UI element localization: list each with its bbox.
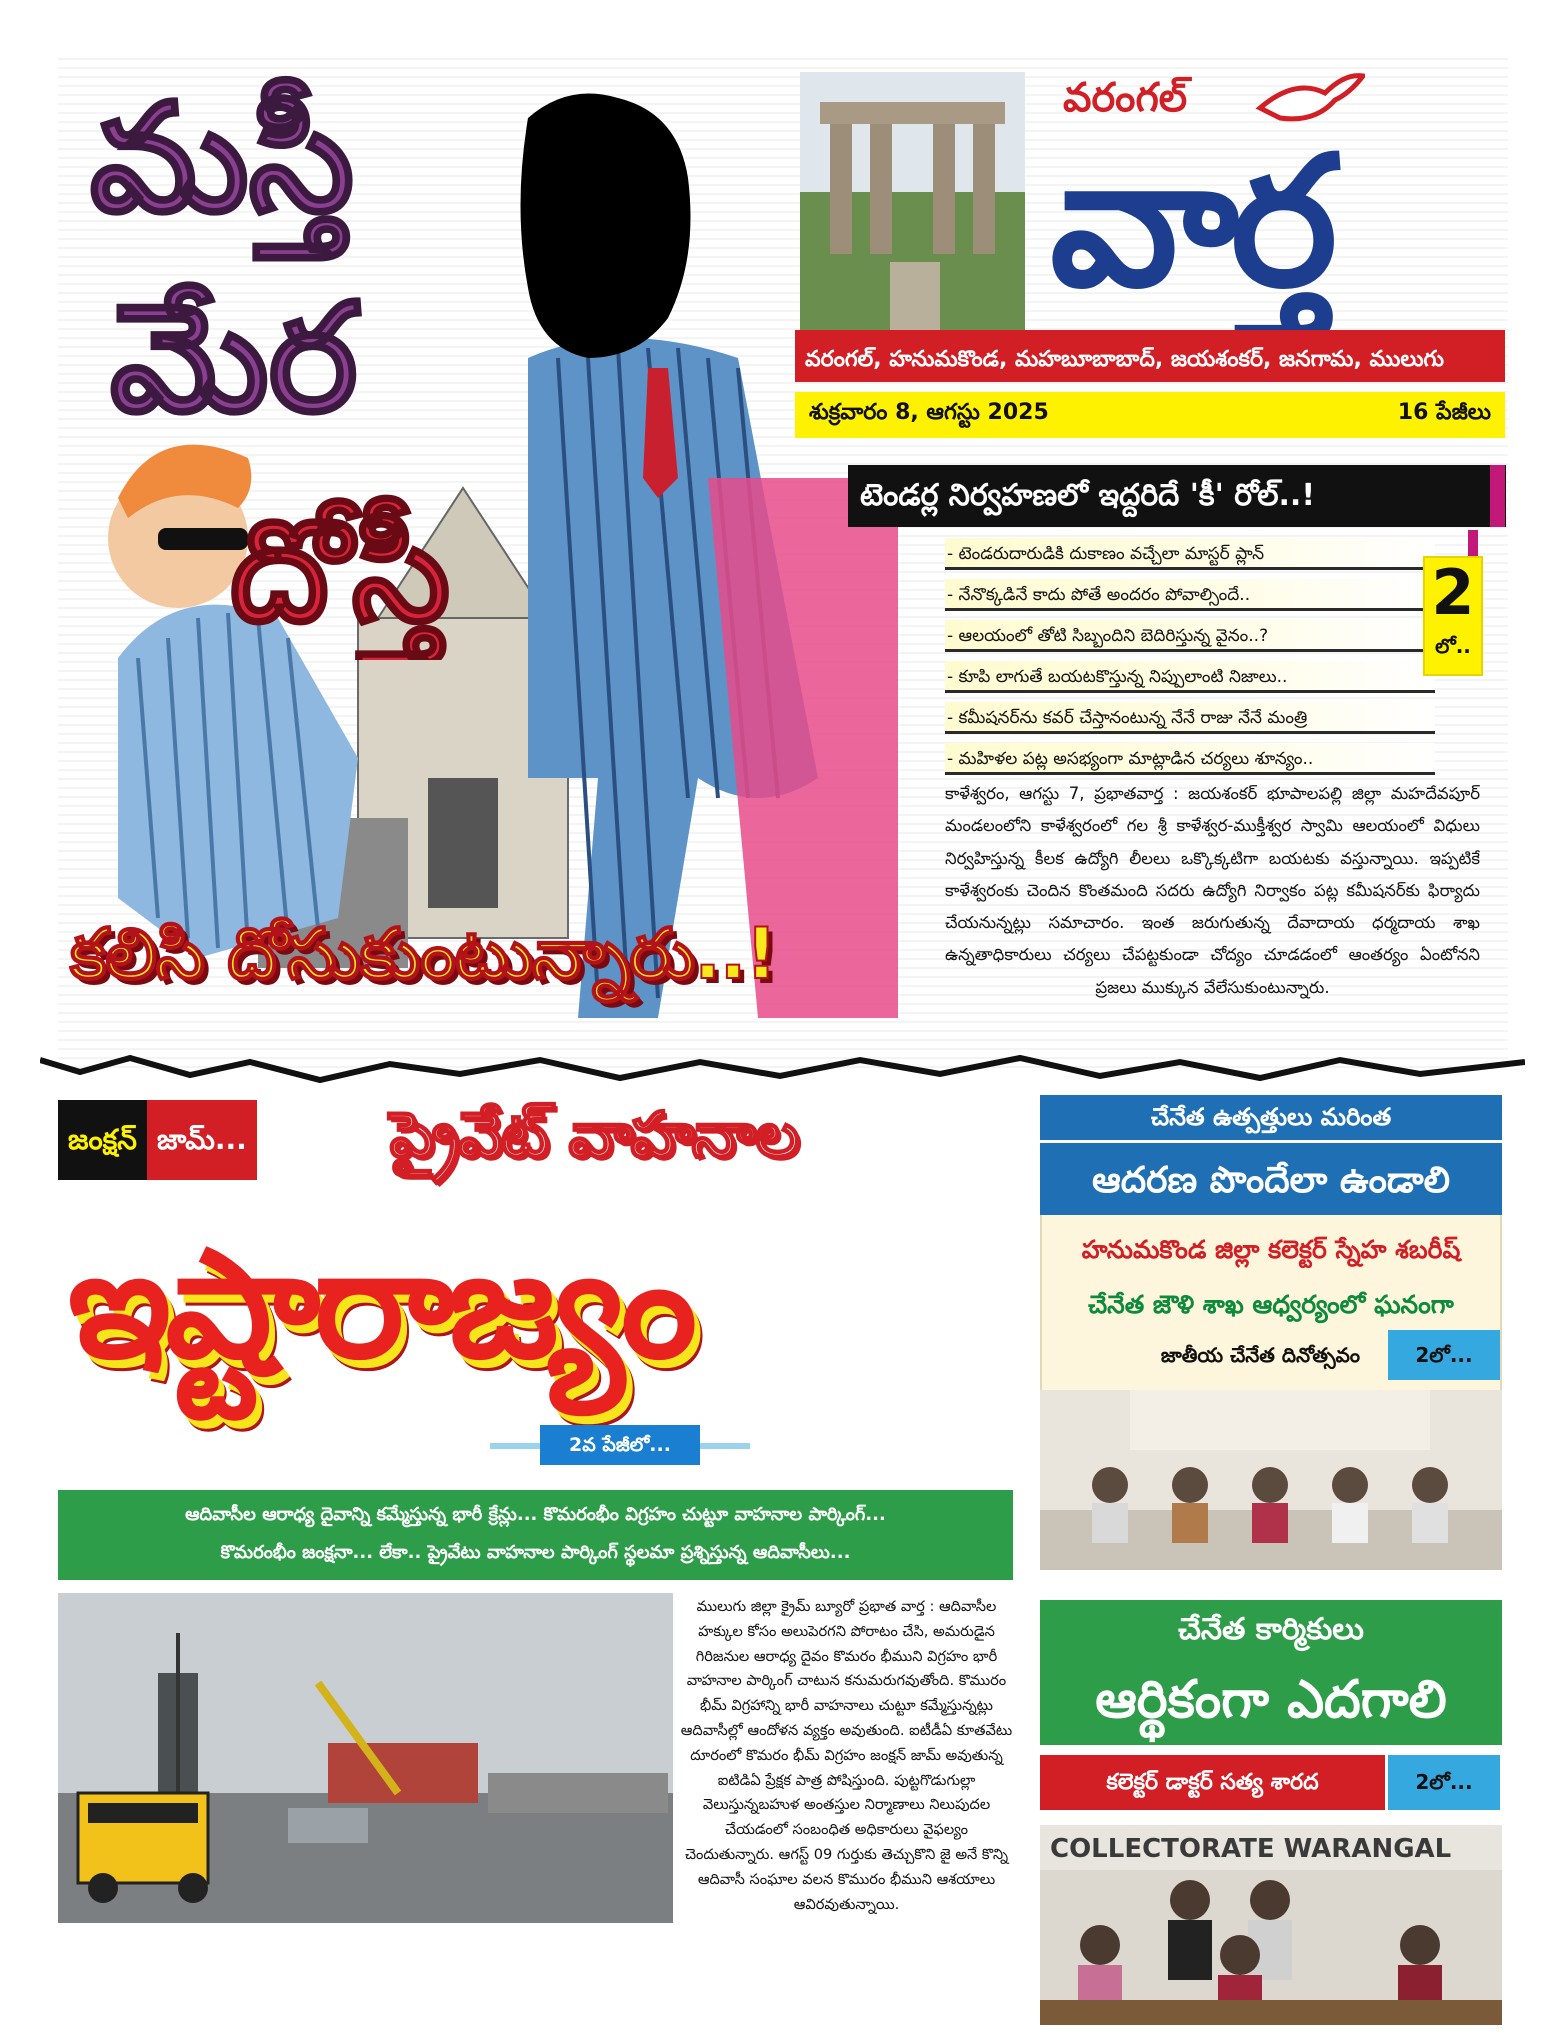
handloom-line-3: జాతీయ చేనేత దినోత్సవం — [1160, 1343, 1360, 1367]
lead-story-body: కాళేశ్వరం, ఆగస్టు 7, ప్రభాతవార్త : జయశంకర్ భూపాలపల్లి జిల్లా మహదేవపూర్ మండలంలోని కాళేశ్వరంలో గల శ్రీ కాళేశ్వర-ముక్తీశ్వర స్వామి ఆలయంలో విధులు నిర్వహిస్తున్న కీలక ఉద్యోగి లీలలు ఒక్కొక్కటిగా బయటకు వస్తున్నాయి. ఇప్పటికే కాళేశ్వరంకు చెందిన కొంతమంది సదరు ఉద్యోగి నిర్వాకం పట్ల కమీషనర్‌కు ఫిర్యాదు చేయనున్నట్లు సమాచారం. ఇంత జరుగుతున్న దేవాదాయ ధర్మదాయ శాఖ ఉన్నతాధికారులు చర్యలు చేపట్టకుండా చోద్యం చూడడంలో ఆంతర్యం ఏంటోనని ప్రజలు ముక్కున వేలేసుకుంటున్నారు. — [945, 784, 1480, 997]
handloom-line-2: చేనేత జౌళి శాఖ ఆధ్వర్యంలో ఘనంగా — [1088, 1290, 1454, 1319]
weavers-subhead: కలెక్టర్ డాక్టర్ సత్య శారద — [1040, 1755, 1385, 1810]
headline-accent — [1490, 465, 1505, 527]
handloom-headline[interactable]: ఆదరణ పొందేలా ఉండాలి — [1040, 1140, 1502, 1215]
junction-story-body: ములుగు జిల్లా క్రైమ్ బ్యూరో ప్రభాత వార్త : ఆదివాసీల హక్కుల కోసం అలుపెరగని పోరాటం చేసి, అమరుడైన గిరిజనుల ఆరాధ్య దైవం కొమరం భీముని విగ్రహం భారీ వాహనాల పార్కింగ్ చాటున కనుమరుగవుతోంది. కొమురం భీమ్ విగ్రహాన్ని భారీ వాహనాలు చుట్టూ కమ్మేస్తున్నట్లు ఆదివాసీల్లో ఆందోళన వ్యక్తం అవుతుంది. ఐటీడీఏ కూతవేటు దూరంలో కొమరం భీమ్ విగ్రహం జంక్షన్ జామ్ అవుతున్న ఐటిడిఏ ప్రేక్షక పాత్ర పోషిస్తుంది. పుట్టగొడుగుల్లా వెలుస్తున్నబహుళ అంతస్తుల నిర్మాణాలు నిలుపుదల చేయడంలో సంబంధిత అధికారులు వైఫల్యం చెందుతున్నారు. ఆగస్ట్ 09 గుర్తుకు తెచ్చుకొని జై అనే కొన్ని ఆదివాసీ సంఘాల వలన కొమురం భీముని ఆశయాలు ఆవిరవుతున్నాయి. — [680, 1598, 1013, 1913]
lead-headline[interactable]: టెండర్ల నిర్వహణలో ఇద్దరిదే 'కీ' రోల్..! — [848, 465, 1506, 527]
districts-text: వరంగల్, హనుమకొండ, మహబూబాబాద్, జయశంకర్, జనగామ, ములుగు — [805, 347, 1444, 372]
junction-photo — [58, 1593, 673, 1923]
junction-deck — [58, 1490, 1013, 1580]
list-item: - కమీషనర్‌ను కవర్ చేస్తానంటున్న నేనే రాజు నేనే మంత్రి — [945, 702, 1435, 734]
kakatiya-arch-photo — [800, 72, 1025, 330]
districts-bar — [795, 338, 1505, 382]
weavers-kicker: చేనేత కార్మికులు — [1178, 1612, 1364, 1647]
cartoon-title-line1: మస్తీ — [90, 72, 355, 246]
page-count: 16 పేజీలు — [1397, 400, 1491, 425]
lead-bullet-list — [945, 538, 1435, 784]
list-item: - టెండరుదారుడికి దుకాణం వచ్చేలా మాస్టర్ ప్లాన్ — [945, 538, 1435, 570]
collectorate-sign: COLLECTORATE WARANGAL — [1050, 1834, 1452, 1864]
handloom-event-photo — [1040, 1390, 1502, 1570]
junction-kicker — [58, 1100, 257, 1180]
masthead-rule — [795, 330, 1505, 338]
kicker-jam: జామ్... — [147, 1100, 257, 1180]
brand-city: వరంగల్ — [1063, 75, 1188, 121]
list-item: - ఆలయంలో తోటి సిబ్బందిని బెదిరిస్తున్న వైనం..? — [945, 620, 1435, 652]
page-reference-label: 2వ పేజీలో... — [540, 1425, 700, 1465]
continued-page-badge[interactable] — [1423, 556, 1483, 676]
page-reference[interactable] — [490, 1425, 750, 1465]
cartoon-title-line3: దోస్తీ — [230, 491, 451, 654]
weavers-event-photo — [1040, 1825, 1502, 2025]
cartoon-title-line2: మేర — [110, 272, 358, 446]
junction-headline-main[interactable]: ఇష్టారాజ్యం — [68, 1218, 692, 1392]
dateline-bar — [795, 392, 1505, 438]
brand-name: వార్త — [1050, 118, 1330, 327]
weavers-page-badge[interactable]: 2లో... — [1388, 1755, 1500, 1810]
list-item: - కూపి లాగుతే బయటకొస్తున్న నిప్పులాంటి నిజాలు.. — [945, 661, 1435, 693]
handloom-page-badge[interactable]: 2లో... — [1388, 1330, 1500, 1380]
weavers-headline[interactable]: ఆర్థికంగా ఎదగాలి — [1095, 1670, 1447, 1730]
deck-line-2: కొమరంభీం జంక్షనా... లేకా.. ప్రైవేటు వాహనాల పార్కింగ్ స్థలమా ప్రశ్నిస్తున్న ఆదివాసీలు... — [220, 1542, 851, 1563]
issue-date: శుక్రవారం 8, ఆగస్టు 2025 — [809, 400, 1049, 425]
cartoon-title-art — [70, 60, 590, 660]
junction-headline-top[interactable]: ప్రైవేట్ వాహనాల — [390, 1098, 799, 1171]
cartoon-banner: కలిసి దోసుకుంటున్నారు..! — [70, 913, 777, 995]
deck-line-1: ఆదివాసీల ఆరాధ్య దైవాన్ని కమ్మేస్తున్న భారీ క్రేన్లు... కొమరంభీం విగ్రహం చుట్టూ వాహనాల పార్కింగ్... — [185, 1504, 886, 1525]
list-item: - మహిళల పట్ల అసభ్యంగా మాట్లాడిన చర్యలు శూన్యం.. — [945, 743, 1435, 775]
badge-page-number: 2 — [1431, 556, 1475, 629]
handloom-line-1: హనుమకొండ జిల్లా కలెక్టర్ స్నేహ శబరీష్ — [1081, 1235, 1461, 1264]
badge-suffix: లో.. — [1435, 634, 1471, 658]
list-item: - నేనొక్కడినే కాదు పోతే అందరం పోవాల్సిందే.. — [945, 579, 1435, 611]
kicker-junction: జంక్షన్ — [58, 1100, 147, 1180]
handloom-kicker: చేనేత ఉత్పత్తులు మరింత — [1040, 1095, 1502, 1140]
torn-edge-divider — [40, 1050, 1525, 1090]
